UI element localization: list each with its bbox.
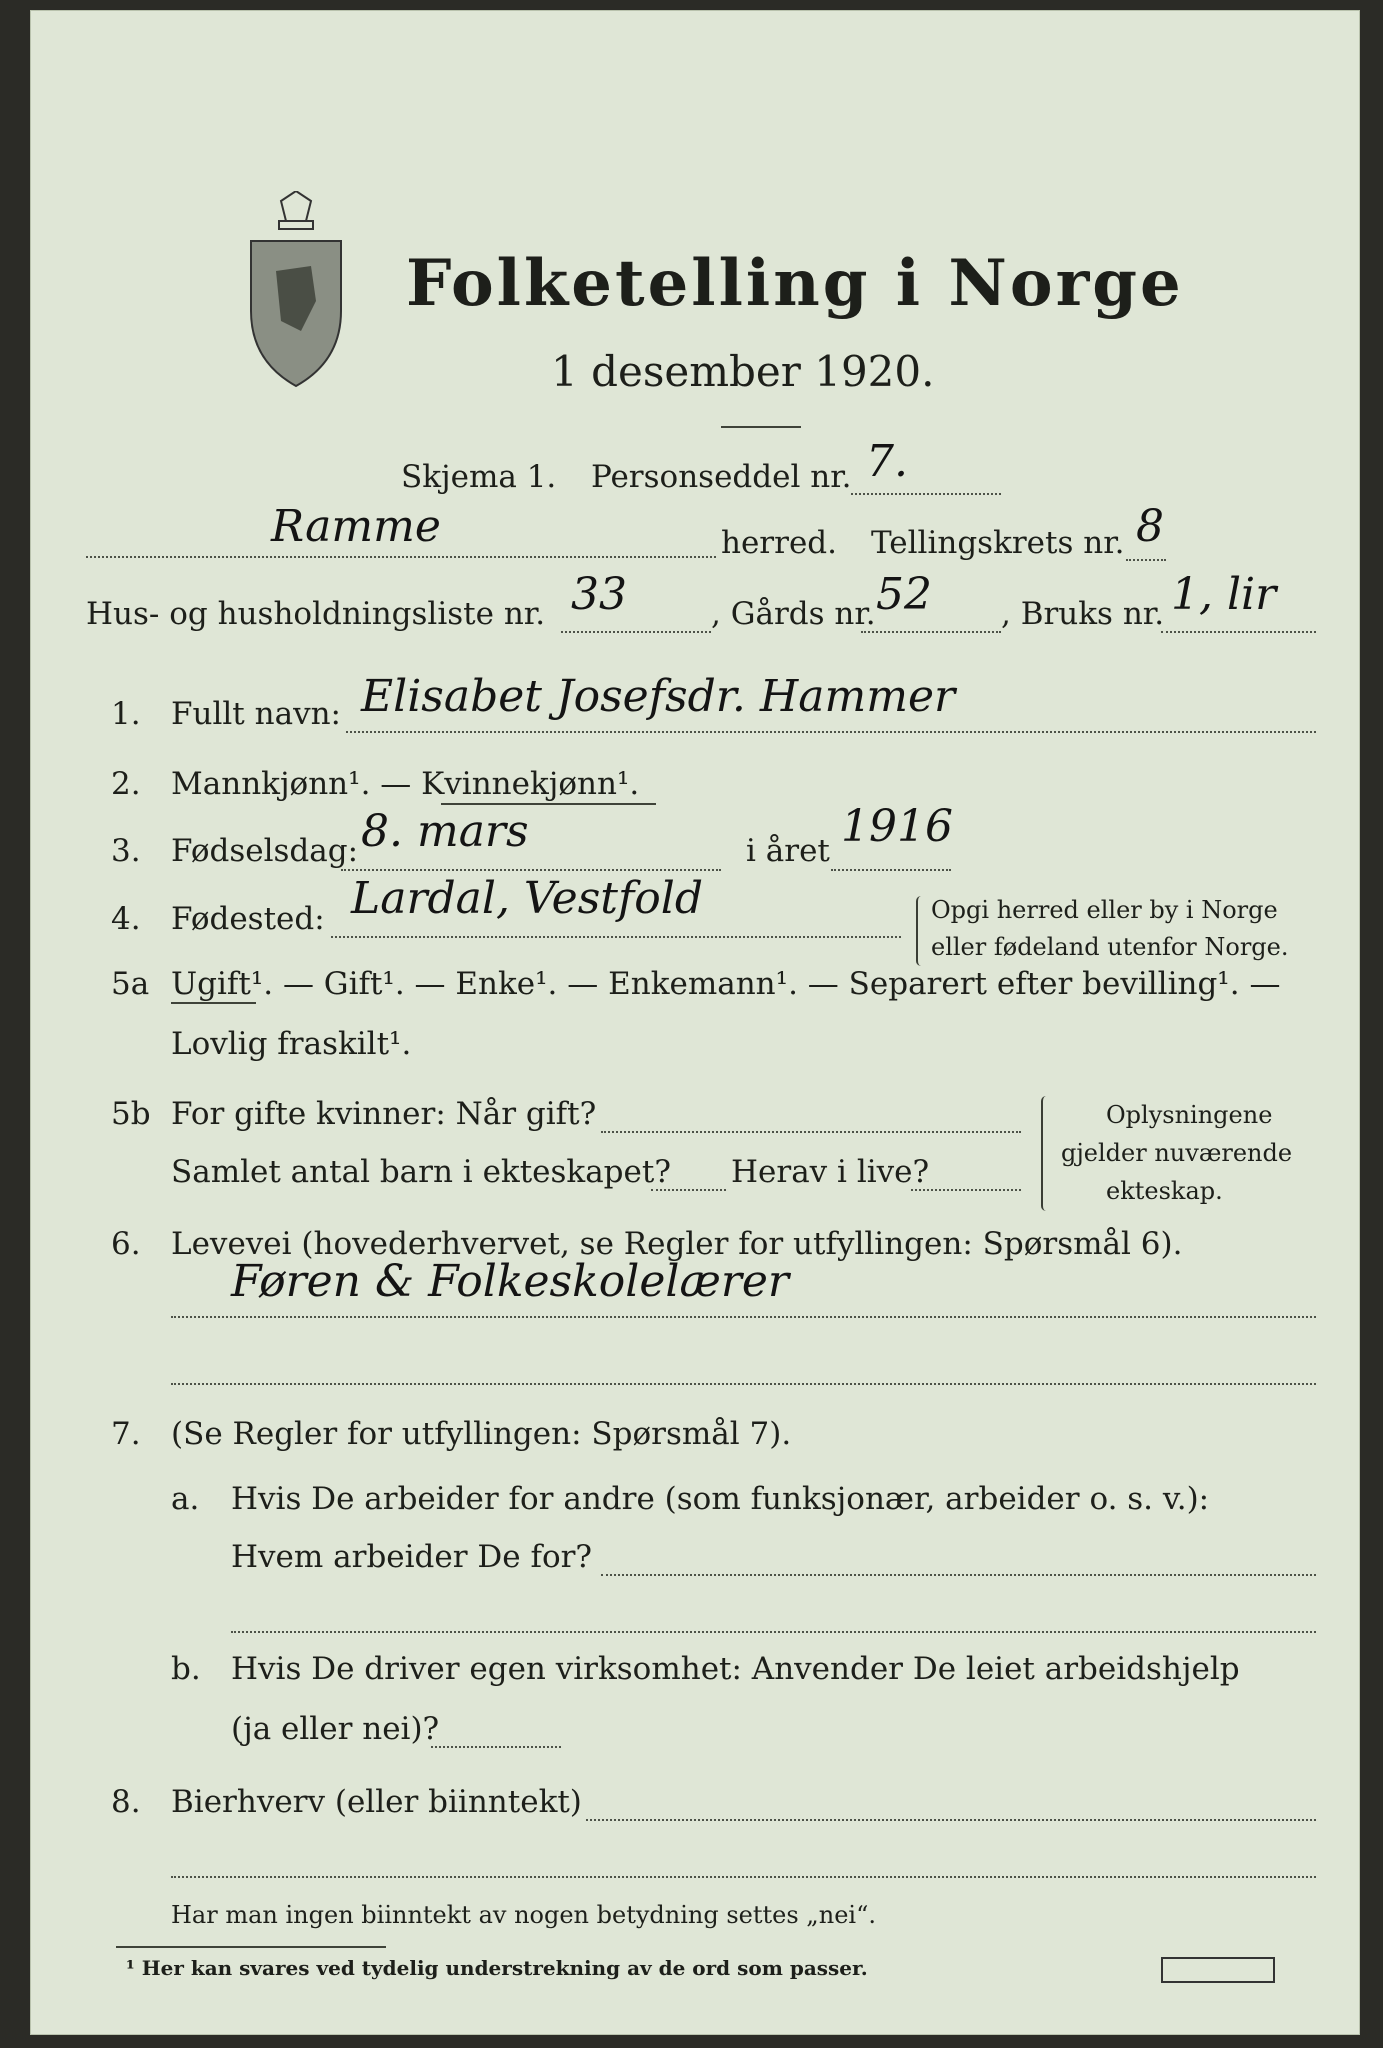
q5b-alive-label: Herav i live? — [731, 1154, 930, 1190]
q6-number: 6. — [111, 1226, 141, 1262]
side-income-field[interactable] — [586, 1819, 1316, 1821]
q7b-letter: b. — [171, 1651, 201, 1687]
herred-value[interactable]: Ramme — [271, 501, 441, 552]
herred-label: herred. — [721, 525, 837, 561]
q3-number: 3. — [111, 833, 141, 869]
kvinnekjonn-underline — [441, 803, 656, 805]
employer-field[interactable] — [601, 1574, 1316, 1576]
birthplace-value[interactable]: Lardal, Vestfold — [351, 873, 703, 924]
q4-note-line1: Opgi herred eller by i Norge — [931, 896, 1278, 924]
q2-label: Mannkjønn¹. — Kvinnekjønn¹. — [171, 766, 640, 802]
footnote: ¹ Her kan svares ved tydelig understrekning av de ord som passer. — [126, 1956, 868, 1980]
q6-label: Levevei (hovederhvervet, se Regler for utfyllingen: Spørsmål 6). — [171, 1226, 1183, 1262]
birth-year-value[interactable]: 1916 — [841, 801, 953, 852]
q5b-children-label: Samlet antal barn i ekteskapet? — [171, 1154, 671, 1190]
ugift-underline — [171, 1002, 256, 1004]
census-date: 1 desember 1920. — [551, 347, 935, 396]
gards-label: , Gårds nr. — [711, 596, 876, 632]
gards-value[interactable]: 52 — [876, 569, 932, 620]
q5b-note-line2: gjelder nuværende — [1061, 1139, 1293, 1167]
q7-number: 7. — [111, 1416, 141, 1452]
hus-value[interactable]: 33 — [571, 569, 627, 620]
q5a-options: Ugift¹. — Gift¹. — Enke¹. — Enkemann¹. — Separert efter bevilling¹. — — [171, 966, 1281, 1002]
bruks-value[interactable]: 1, lir — [1171, 569, 1277, 620]
occupation-value[interactable]: Føren & Folkeskolelærer — [231, 1256, 789, 1307]
q1-number: 1. — [111, 696, 141, 732]
tellingskrets-value[interactable]: 8 — [1136, 501, 1164, 552]
no-income-note: Har man ingen biinntekt av nogen betydning settes „nei“. — [171, 1901, 876, 1929]
q5b-note-line1: Oplysningene — [1106, 1101, 1273, 1129]
q7a-letter: a. — [171, 1481, 200, 1517]
birthday-value[interactable]: 8. mars — [361, 806, 529, 857]
hus-label: Hus- og husholdningsliste nr. — [86, 596, 546, 632]
q3-year-label: i året — [746, 833, 830, 869]
q5b-note-line3: ekteskap. — [1106, 1177, 1223, 1205]
bruks-label: , Bruks nr. — [1001, 596, 1165, 632]
q8-label: Bierhverv (eller biinntekt) — [171, 1784, 582, 1820]
q5a-number: 5a — [111, 966, 150, 1002]
personseddel-value[interactable]: 7. — [866, 436, 908, 487]
personseddel-label: Personseddel nr. — [591, 459, 852, 495]
q3-label: Fødselsdag: — [171, 833, 359, 869]
census-form — [30, 10, 1360, 2035]
q4-number: 4. — [111, 901, 141, 937]
q5b-line1: For gifte kvinner: Når gift? — [171, 1096, 597, 1132]
q8-number: 8. — [111, 1784, 141, 1820]
q4-note-line2: eller fødeland utenfor Norge. — [931, 933, 1289, 961]
q7b-question: Hvis De driver egen virksomhet: Anvender De leiet arbeidshjelp — [231, 1651, 1240, 1687]
printer-stamp — [1161, 1957, 1275, 1983]
q2-number: 2. — [111, 766, 141, 802]
tellingskrets-label: Tellingskrets nr. — [871, 525, 1125, 561]
coat-of-arms-icon — [241, 191, 351, 391]
hired-help-field[interactable] — [431, 1746, 561, 1748]
q5b-number: 5b — [111, 1096, 151, 1132]
q4-label: Fødested: — [171, 901, 325, 937]
full-name-value[interactable]: Elisabet Josefsdr. Hammer — [361, 671, 956, 722]
q7b-yesno-label: (ja eller nei)? — [231, 1711, 440, 1747]
form-title: Folketelling i Norge — [406, 246, 1184, 321]
schema-label: Skjema 1. — [401, 459, 557, 495]
q7-label: (Se Regler for utfyllingen: Spørsmål 7). — [171, 1416, 792, 1452]
q7a-question: Hvis De arbeider for andre (som funksjonær, arbeider o. s. v.): — [231, 1481, 1210, 1517]
q1-label: Fullt navn: — [171, 696, 341, 732]
divider — [721, 426, 801, 428]
q7a-employer-label: Hvem arbeider De for? — [231, 1539, 593, 1575]
q5a-options-line2: Lovlig fraskilt¹. — [171, 1026, 412, 1062]
